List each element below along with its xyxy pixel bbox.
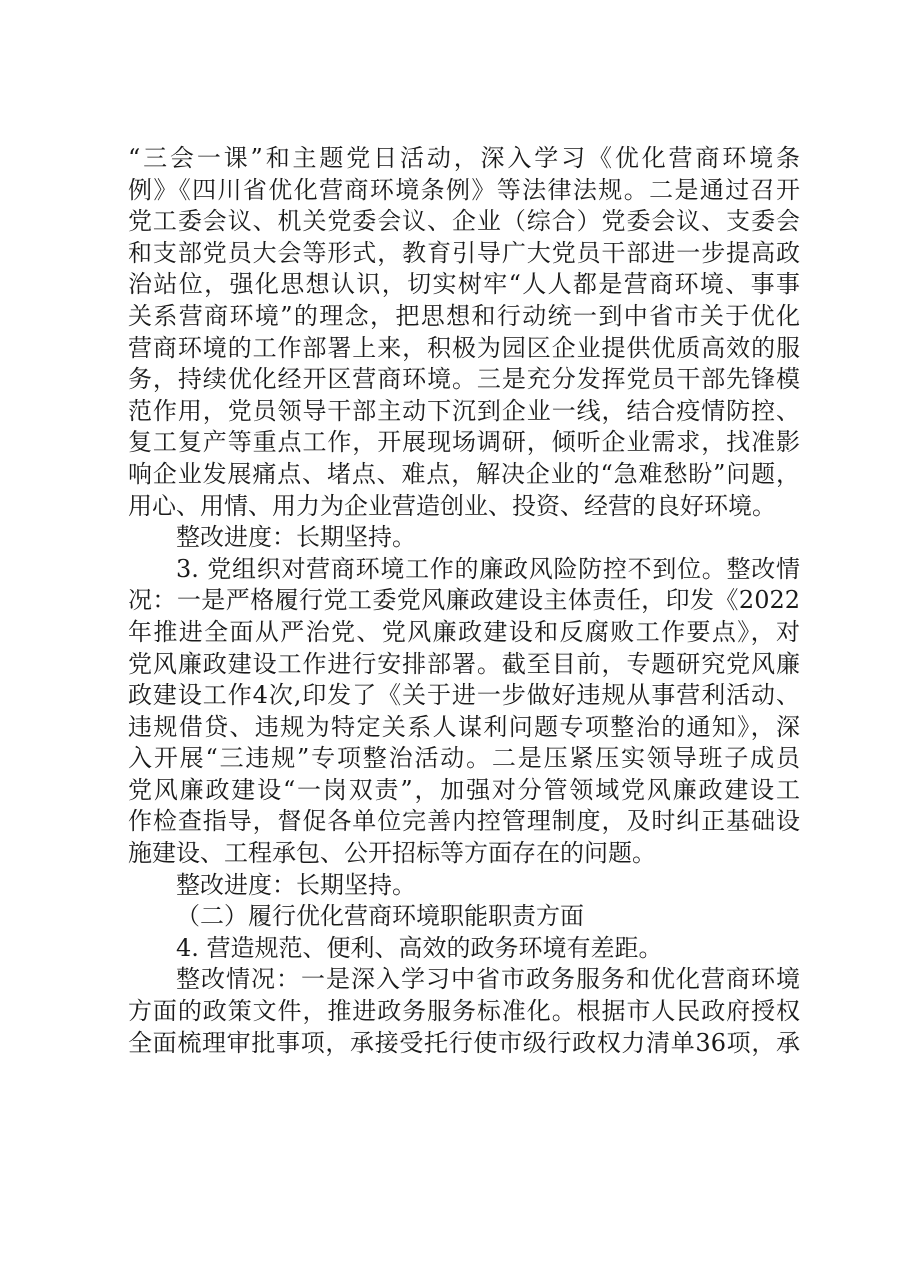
text-line: 整改进度：长期坚持。 xyxy=(176,870,416,899)
text-line: 例》《四川省优化营商环境条例》等法律法规。二是通过召开 xyxy=(128,175,800,204)
text-line: 务，持续优化经开区营商环境。三是充分发挥党员干部先锋模 xyxy=(128,365,800,394)
text-line: 党风廉政建设工作进行安排部署。截至目前，专题研究党风廉 xyxy=(128,649,800,678)
text-line: 范作用，党员领导干部主动下沉到企业一线，结合疫情防控、 xyxy=(128,396,800,425)
text-line: 党工委会议、机关党委会议、企业（综合）党委会议、支委会 xyxy=(128,207,800,236)
text-line: 入开展“三违规”专项整治活动。二是压紧压实领导班子成员 xyxy=(128,744,800,773)
text-line: 4. 营造规范、便利、高效的政务环境有差距。 xyxy=(176,933,663,962)
text-line: 施建设、工程承包、公开招标等方面存在的问题。 xyxy=(128,839,656,868)
text-line: 营商环境的工作部署上来，积极为园区企业提供优质高效的服 xyxy=(128,333,800,362)
document-body xyxy=(128,143,800,1059)
text-line: 响企业发展痛点、堵点、难点，解决企业的“急难愁盼”问题， xyxy=(128,459,800,488)
text-line: 全面梳理审批事项，承接受托行使市级行政权力清单36项，承 xyxy=(128,1028,800,1057)
text-line: 况：一是严格履行党工委党风廉政建设主体责任，印发《2022 xyxy=(128,586,800,615)
text-line: 和支部党员大会等形式，教育引导广大党员干部进一步提高政 xyxy=(128,238,800,267)
text-line: 用心、用情、用力为企业营造创业、投资、经营的良好环境。 xyxy=(128,491,776,520)
text-line: （二）履行优化营商环境职能职责方面 xyxy=(176,902,584,931)
text-line: 违规借贷、违规为特定关系人谋利问题专项整治的通知》，深 xyxy=(128,712,800,741)
text-line: 治站位，强化思想认识，切实树牢“人人都是营商环境、事事 xyxy=(128,270,800,299)
text-line: 党风廉政建设“一岗双责”，加强对分管领域党风廉政建设工 xyxy=(128,775,800,804)
text-line: 3. 党组织对营商环境工作的廉政风险防控不到位。整改情 xyxy=(176,554,800,583)
text-line: 整改进度：长期坚持。 xyxy=(176,523,416,552)
text-line: 作检查指导，督促各单位完善内控管理制度，及时纠正基础设 xyxy=(128,807,800,836)
text-line: 整改情况：一是深入学习中省市政务服务和优化营商环境 xyxy=(176,965,800,994)
text-line: 年推进全面从严治党、党风廉政建设和反腐败工作要点》，对 xyxy=(128,617,800,646)
text-line: 政建设工作4次,印发了《关于进一步做好违规从事营利活动、 xyxy=(128,681,800,710)
text-line: 关系营商环境”的理念，把思想和行动统一到中省市关于优化 xyxy=(128,301,800,330)
text-line: 方面的政策文件，推进政务服务标准化。根据市人民政府授权 xyxy=(128,997,800,1026)
text-line: 复工复产等重点工作，开展现场调研，倾听企业需求，找准影 xyxy=(128,428,800,457)
text-line: “三会一课”和主题党日活动，深入学习《优化营商环境条 xyxy=(128,144,800,172)
